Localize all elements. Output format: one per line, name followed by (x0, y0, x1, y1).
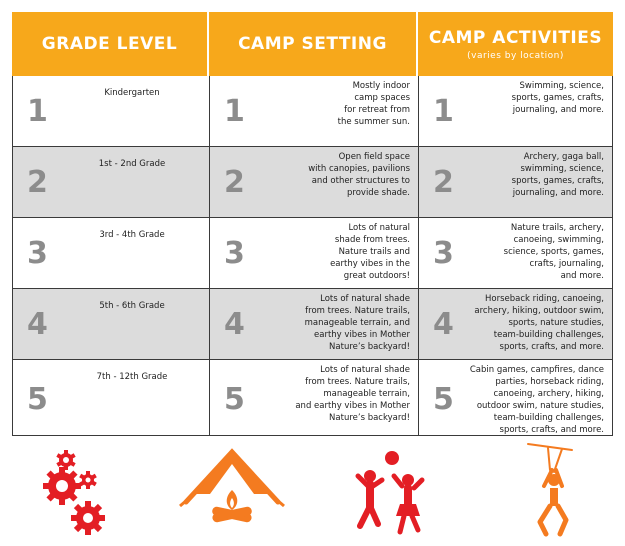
activities-cell (418, 360, 613, 435)
setting-line: earthy vibes in the (330, 259, 410, 269)
activity-line: sports, crafts, and more. (499, 425, 604, 435)
header-title: GRADE LEVEL (41, 34, 178, 54)
row-number: 1 (433, 94, 454, 129)
camp-table (12, 12, 613, 436)
setting-line: from trees. Nature trails, (305, 377, 410, 387)
table-row (12, 289, 613, 360)
setting-line: the summer sun. (337, 117, 410, 127)
setting-line: Lots of natural (348, 223, 410, 233)
activity-line: Cabin games, campfires, dance (469, 365, 604, 375)
activity-line: journaling, and more. (512, 105, 604, 115)
setting-cell (209, 76, 418, 146)
setting-line: from trees. Nature trails, (305, 306, 410, 316)
activities-cell (418, 76, 613, 146)
header-grade-level (12, 12, 209, 76)
setting-line: for retreat from (344, 105, 410, 115)
grade-label: 7th - 12th Grade (96, 372, 168, 382)
setting-line: great outdoors! (343, 271, 410, 281)
row-number: 3 (27, 236, 48, 271)
setting-line: manageable terrain, (323, 389, 410, 399)
header-title: CAMP ACTIVITIES (428, 27, 603, 48)
icon-strip (0, 440, 625, 546)
activity-line: Nature trails, archery, (510, 223, 604, 233)
setting-line: camp spaces (354, 93, 410, 103)
activity-line: journaling, and more. (512, 188, 604, 198)
activities-text (454, 293, 604, 353)
activity-line: crafts, journaling, (529, 259, 604, 269)
grade-label: 5th - 6th Grade (99, 301, 165, 311)
activities-text (454, 151, 604, 199)
setting-text (280, 293, 410, 353)
setting-cell (209, 289, 418, 359)
table-row (12, 147, 613, 218)
setting-line: and earthy vibes in Mother (295, 401, 410, 411)
setting-line: with canopies, pavilions (308, 164, 410, 174)
activity-line: sports, crafts, and more. (499, 342, 604, 352)
setting-line: Lots of natural shade (320, 294, 410, 304)
setting-line: manageable terrain, and (304, 318, 410, 328)
row-number: 4 (27, 307, 48, 342)
table-row (12, 76, 613, 147)
activities-text (454, 80, 604, 116)
activity-line: canoeing, swimming, (513, 235, 604, 245)
activity-line: canoeing, archery, hiking, (493, 389, 604, 399)
setting-line: provide shade. (347, 188, 410, 198)
setting-text (280, 80, 410, 128)
activities-text (454, 222, 604, 282)
activity-line: team-building challenges, (493, 330, 604, 340)
grade-label: 1st - 2nd Grade (98, 159, 166, 169)
activity-line: team-building challenges, (493, 413, 604, 423)
activity-line: sports, games, crafts, (511, 93, 604, 103)
row-number: 5 (27, 382, 48, 417)
setting-line: Nature’s backyard! (329, 342, 410, 352)
row-number: 1 (224, 94, 245, 129)
setting-line: Nature trails and (338, 247, 410, 257)
row-number: 2 (433, 165, 454, 200)
setting-cell (209, 147, 418, 217)
setting-text (280, 364, 410, 424)
grade-label: 3rd - 4th Grade (99, 230, 165, 240)
activity-line: swimming, science, (520, 164, 604, 174)
setting-cell (209, 218, 418, 288)
setting-line: Open field space (338, 152, 410, 162)
activities-cell (418, 147, 613, 217)
grade-cell (12, 289, 209, 359)
row-number: 5 (224, 382, 245, 417)
row-number: 2 (27, 165, 48, 200)
header-title: CAMP SETTING (238, 34, 387, 54)
row-number: 4 (224, 307, 245, 342)
activities-cell (418, 289, 613, 359)
row-number: 5 (433, 382, 454, 417)
zipline-icon (520, 442, 590, 542)
setting-text (280, 222, 410, 282)
setting-cell (209, 360, 418, 435)
table-header (12, 12, 613, 76)
header-camp-setting (209, 12, 418, 76)
row-number: 4 (433, 307, 454, 342)
header-subtitle: (varies by location) (467, 50, 564, 61)
activity-line: sports, games, crafts, (511, 176, 604, 186)
grade-label: Kindergarten (104, 88, 160, 98)
setting-line: earthy vibes in Mother (314, 330, 410, 340)
setting-line: and other structures to (311, 176, 410, 186)
grade-cell (12, 76, 209, 146)
gears-icon (40, 448, 120, 540)
kids-playing-ball-icon (348, 446, 438, 538)
activity-line: and more. (560, 271, 604, 281)
setting-line: Lots of natural shade (320, 365, 410, 375)
grade-cell (12, 147, 209, 217)
grade-cell (12, 360, 209, 435)
setting-text (280, 151, 410, 199)
row-number: 3 (433, 236, 454, 271)
table-row (12, 360, 613, 436)
activities-cell (418, 218, 613, 288)
activity-line: parties, horseback riding, (495, 377, 604, 387)
activities-text (454, 364, 604, 436)
row-number: 1 (27, 94, 48, 129)
row-number: 2 (224, 165, 245, 200)
activity-line: Archery, gaga ball, (523, 152, 604, 162)
activity-line: sports, nature studies, (508, 318, 604, 328)
header-camp-activities (418, 12, 613, 76)
activity-line: outdoor swim, nature studies, (476, 401, 604, 411)
setting-line: Mostly indoor (352, 81, 410, 91)
table-row (12, 218, 613, 289)
activity-line: science, sports, games, (503, 247, 604, 257)
campfire-tent-icon (172, 444, 292, 536)
row-number: 3 (224, 236, 245, 271)
grade-cell (12, 218, 209, 288)
setting-line: shade from trees. (334, 235, 410, 245)
activity-line: Horseback riding, canoeing, (485, 294, 604, 304)
activity-line: Swimming, science, (519, 81, 604, 91)
setting-line: Nature’s backyard! (329, 413, 410, 423)
activity-line: archery, hiking, outdoor swim, (474, 306, 604, 316)
